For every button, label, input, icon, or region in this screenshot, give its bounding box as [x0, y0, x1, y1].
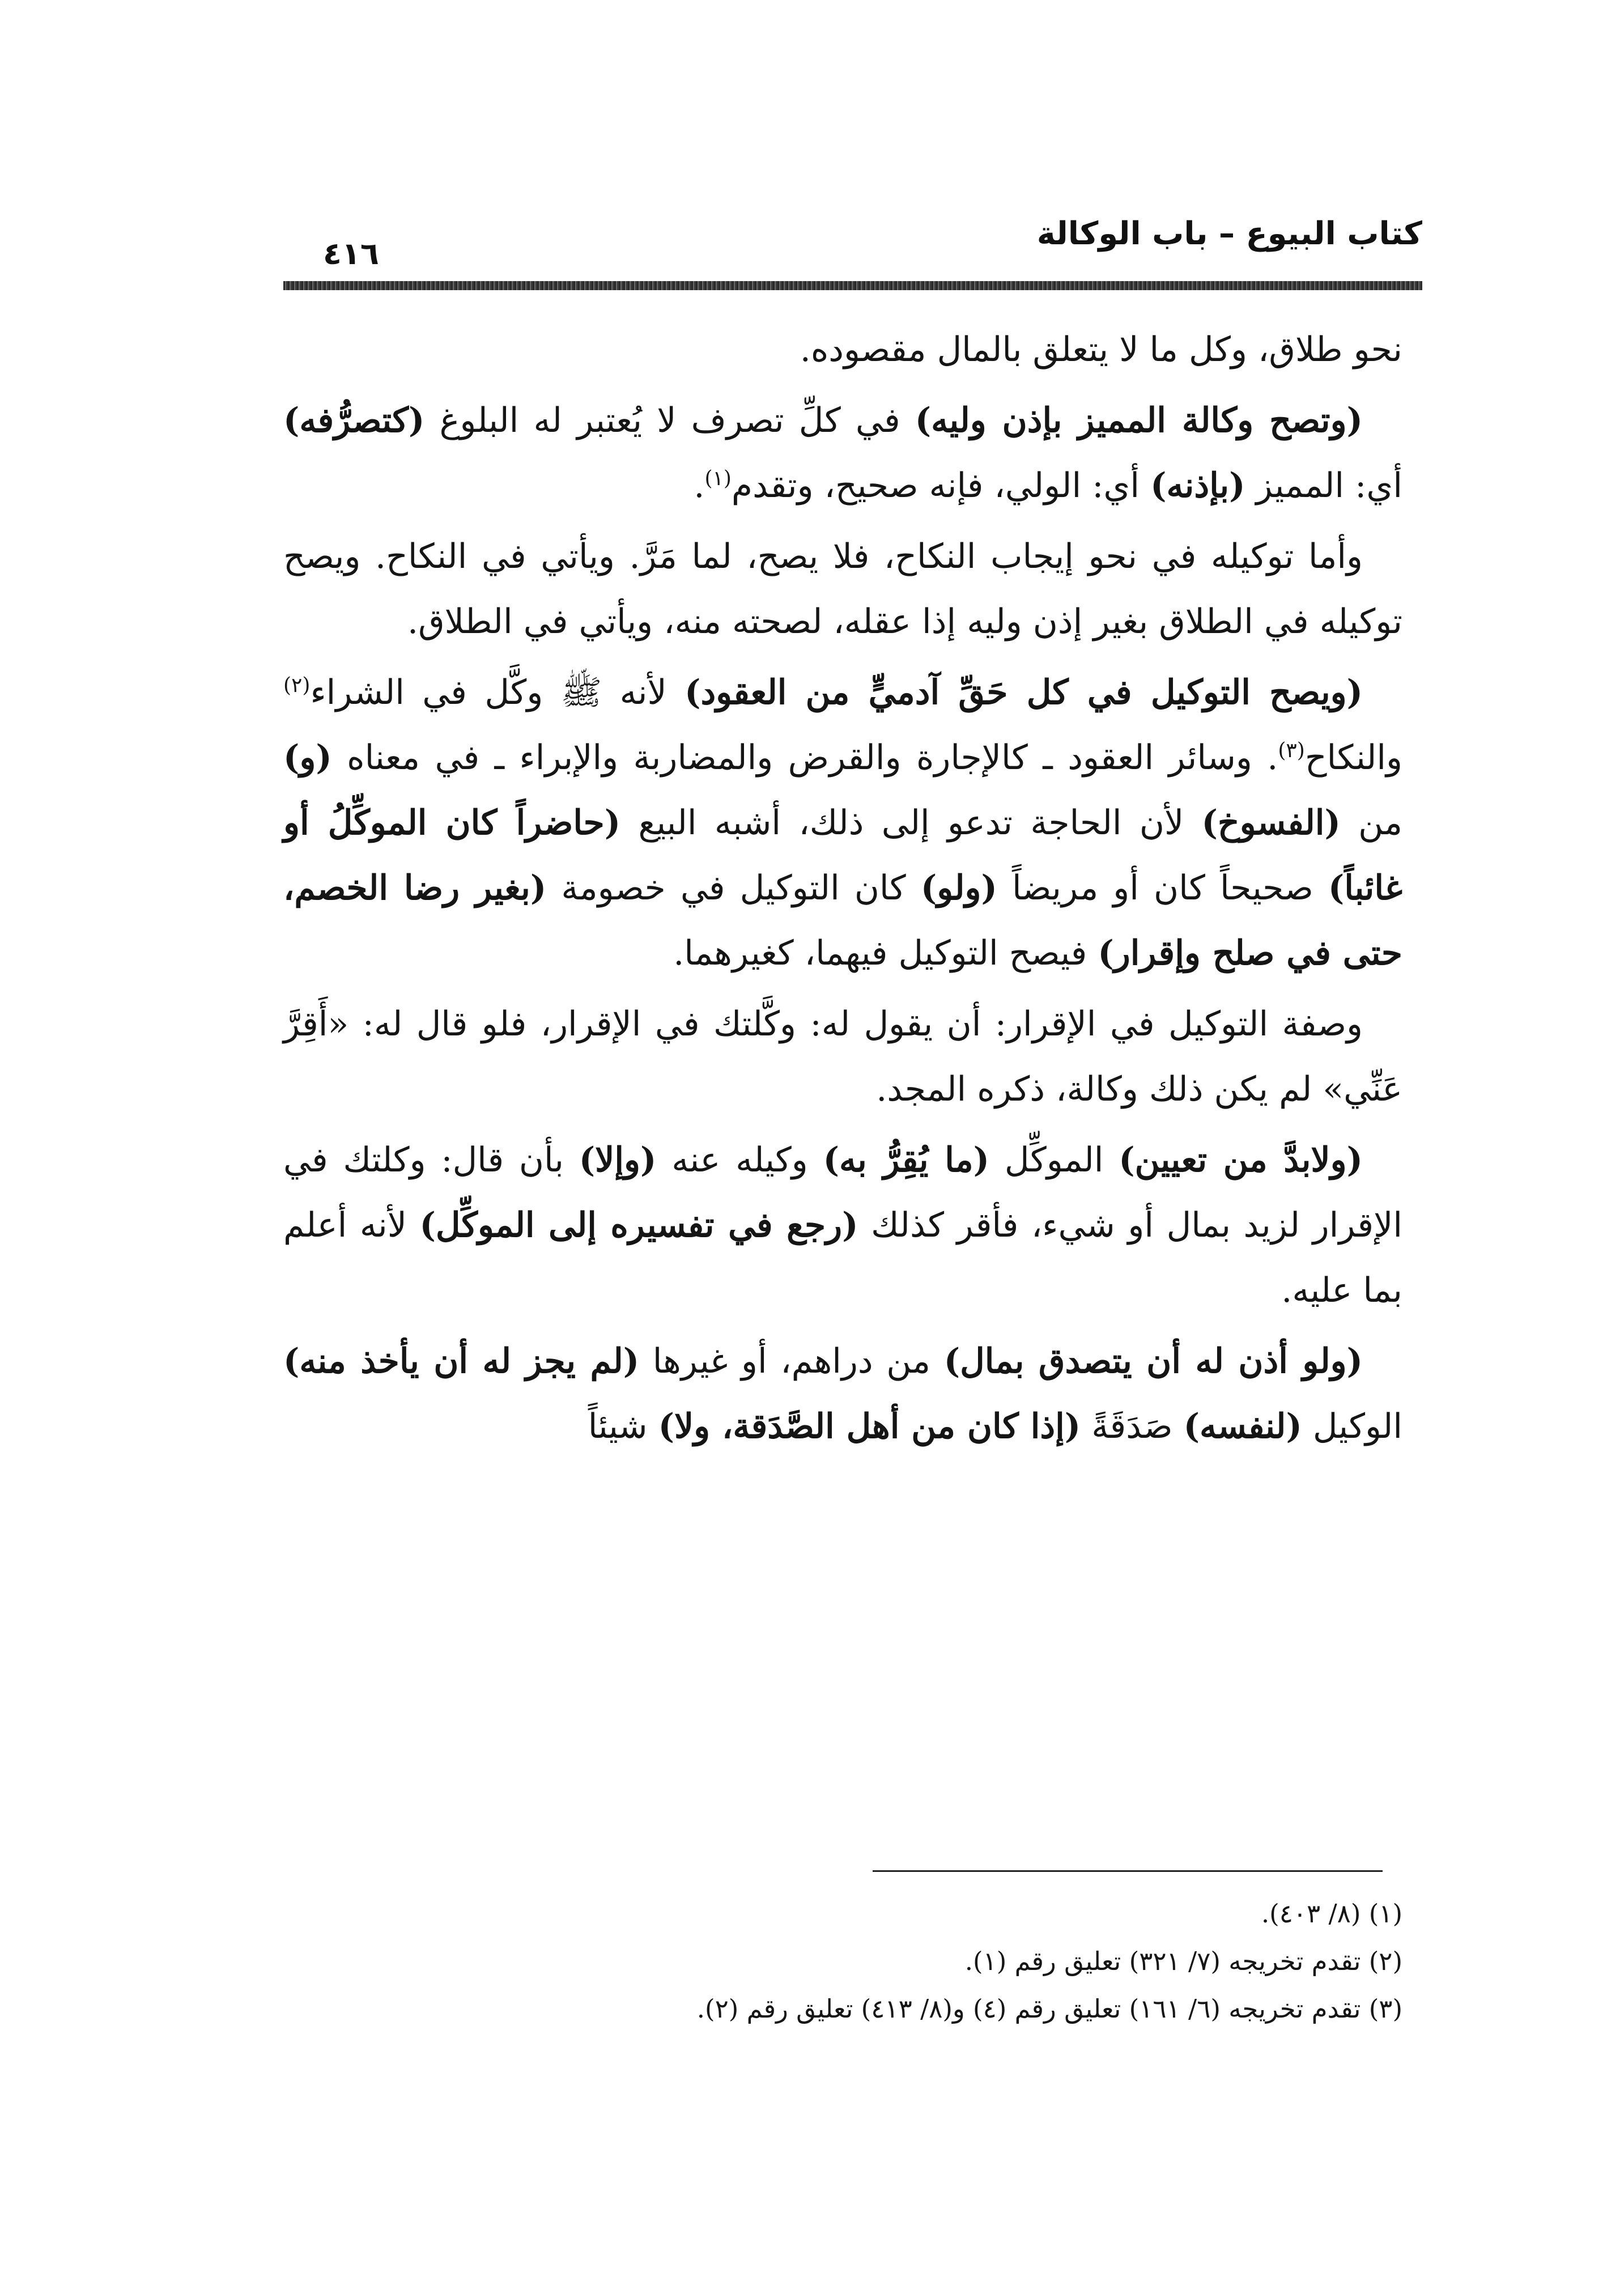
- footnote-item: (٣) تقدم تخريجه (٦/ ١٦١) تعليق رقم (٤) و(٨/ ٤١٣) تعليق رقم (٢).: [696, 1994, 1402, 2024]
- matn-text: (الفسوخ): [1201, 803, 1341, 843]
- sharh-text: وكيله عنه: [656, 1140, 823, 1180]
- sharh-text: صَدَقَةً: [1081, 1407, 1184, 1446]
- sharh-text: في كلِّ تصرف لا يُعتبر له البلوغ: [424, 401, 915, 440]
- sharh-text: الموكِّل: [989, 1140, 1119, 1180]
- sharh-text: من دراهم، أو غيرها: [639, 1341, 944, 1381]
- header-rule: [283, 281, 1422, 290]
- header-title: كتاب البيوع – باب الوكالة: [1036, 215, 1422, 252]
- matn-text: (رجع في تفسيره إلى الموكِّل): [419, 1205, 858, 1245]
- matn-text: (بغير رضا الخصم، حتى في صلح وإقرار): [283, 868, 1402, 973]
- paragraph: [283, 992, 1402, 1122]
- sharh-text: . وسائر العقود ـ كالإجارة والقرض والمضاربة والإبراء ـ في معناه: [331, 738, 1278, 778]
- matn-text: (ولابدَّ من تعيين): [1119, 1140, 1363, 1180]
- matn-text: (حاضراً كان الموكِّلُ أو غائباً): [283, 803, 1403, 908]
- page-number: ٤١٦: [323, 236, 379, 271]
- footnote-separator: [873, 1870, 1383, 1872]
- matn-text: (بإذنه): [1150, 466, 1245, 506]
- matn-text: (لم يجز له أن يأخذ منه): [283, 1341, 640, 1381]
- matn-text: (كتصرُّفه): [283, 401, 425, 440]
- matn-text: (و): [283, 738, 332, 778]
- paragraph: [283, 524, 1402, 655]
- sharh-text: نحو طلاق، وكل ما لا يتعلق بالمال مقصوده.: [800, 330, 1402, 370]
- matn-text: (ويصح التوكيل في كل حَقِّ آدميٍّ من العقود): [685, 673, 1363, 712]
- matn-text: (لنفسه): [1183, 1407, 1302, 1446]
- footnote-item: (٢) تقدم تخريجه (٧/ ٣٢١) تعليق رقم (١).: [964, 1946, 1402, 1976]
- sharh-text: من: [1340, 803, 1402, 843]
- paragraph: [283, 1329, 1402, 1459]
- footnotes: [283, 1890, 1402, 2033]
- sharh-text: لأن الحاجة تدعو إلى ذلك، أشبه البيع: [620, 803, 1202, 843]
- matn-text: (ولو أذن له أن يتصدق بمال): [943, 1341, 1363, 1381]
- sharh-text: شيئاً: [588, 1407, 658, 1446]
- matn-text: (إذا كان من أهل الصَّدَقة، ولا): [658, 1407, 1081, 1446]
- sharh-text: الوكيل: [1302, 1407, 1402, 1446]
- sharh-text: لأنه ﷺ وكَّل في الشراء: [310, 673, 685, 712]
- paragraph: [283, 317, 1402, 383]
- sharh-text: .: [694, 466, 705, 506]
- sharh-text: صحيحاً كان أو مريضاً: [997, 868, 1328, 908]
- matn-text: (ما يُقِرُّ به): [823, 1140, 990, 1180]
- sharh-text: بأن قال: وكلتك في الإقرار لزيد بمال أو شيء، فأقر كذلك: [283, 1140, 1402, 1245]
- sharh-text: أي: المميز: [1245, 466, 1402, 506]
- sharh-text: وصفة التوكيل في الإقرار: أن يقول له: وكَّلتك في الإقرار، فلو قال له: «أَقِرَّ عَنِّي» لم يكن ذلك وكالة، ذكره المجد.: [283, 1004, 1402, 1109]
- matn-text: (وتصح وكالة المميز بإذن وليه): [915, 401, 1363, 440]
- paragraph: [283, 1128, 1402, 1323]
- matn-text: (وإلا): [579, 1140, 657, 1180]
- sharh-text: والنكاح: [1304, 738, 1402, 778]
- footnote-item: (١) (٨/ ٤٠٣).: [1261, 1899, 1402, 1929]
- matn-text: (ولو): [920, 868, 997, 908]
- sharh-text: فيصح التوكيل فيهما، كغيرهما.: [673, 933, 1098, 973]
- paragraph: [283, 660, 1402, 986]
- footnote-marker: (٢): [283, 674, 311, 697]
- footnote-marker: (١): [704, 467, 732, 490]
- running-header: [283, 209, 1422, 294]
- main-text: [283, 317, 1402, 1465]
- sharh-text: وأما توكيله في نحو إيجاب النكاح، فلا يصح، لما مَرَّ. ويأتي في النكاح. ويصح توكيله في الطلاق بغير إذن وليه إذا عقله، لصحته منه، ويأتي في الطلاق.: [283, 537, 1402, 642]
- footnote-marker: (٣): [1278, 739, 1305, 762]
- paragraph: [283, 388, 1402, 519]
- sharh-text: أي: الولي، فإنه صحيح، وتقدم: [731, 466, 1151, 506]
- sharh-text: كان التوكيل في خصومة: [546, 868, 921, 908]
- sharh-text: لأنه أعلم بما عليه.: [283, 1205, 1402, 1310]
